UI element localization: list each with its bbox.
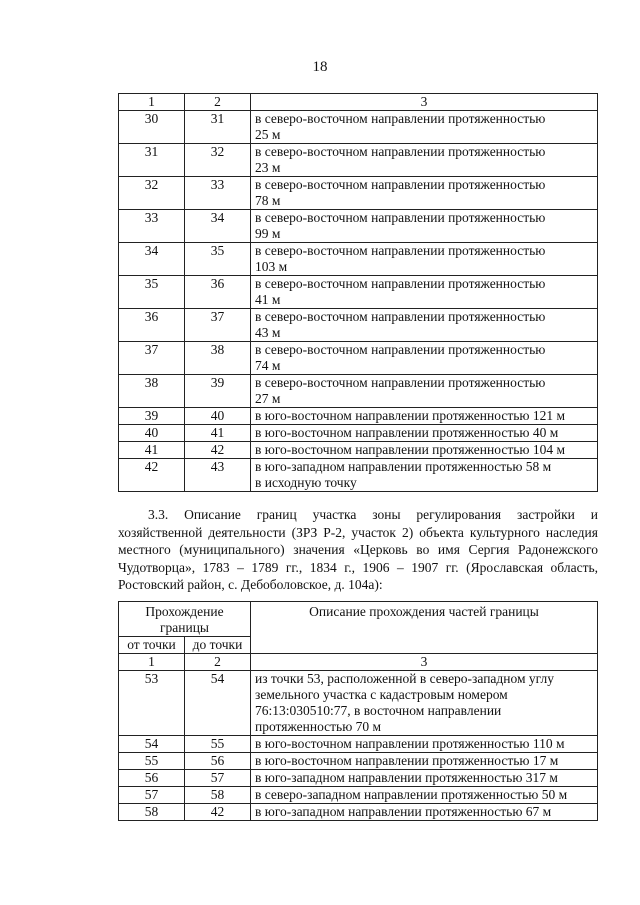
point-to-cell: 54 — [185, 671, 251, 736]
point-from-cell: 37 — [119, 342, 185, 375]
description-line: в северо-восточном направлении протяженностью — [255, 309, 546, 324]
table-body — [119, 111, 598, 492]
description-cell — [251, 144, 598, 177]
point-from-cell: 30 — [119, 111, 185, 144]
table-row — [119, 442, 598, 459]
description-cell — [251, 425, 598, 442]
description-cell — [251, 736, 598, 753]
point-to-cell: 40 — [185, 408, 251, 425]
table-row — [119, 276, 598, 309]
point-from-cell: 57 — [119, 787, 185, 804]
point-to-cell: 31 — [185, 111, 251, 144]
description-line: в северо-восточном направлении протяженностью — [255, 210, 546, 225]
description-cell — [251, 243, 598, 276]
description-line: 43 м — [255, 325, 281, 340]
description-line: в юго-западном направлении протяженностью 67 м — [255, 804, 552, 819]
point-to-cell: 42 — [185, 442, 251, 459]
table-number-row — [119, 654, 598, 671]
boundary-table-1 — [118, 93, 598, 492]
column-number: 1 — [119, 654, 185, 671]
description-line: в северо-восточном направлении протяженностью — [255, 276, 546, 291]
description-cell — [251, 671, 598, 736]
table-row — [119, 144, 598, 177]
description-cell — [251, 787, 598, 804]
table-row — [119, 243, 598, 276]
description-line: 78 м — [255, 193, 281, 208]
header-from-cell: от точки — [119, 637, 185, 654]
description-line: из точки 53, расположенной в северо-западном углу — [255, 671, 555, 686]
point-to-cell: 37 — [185, 309, 251, 342]
description-cell — [251, 276, 598, 309]
description-cell — [251, 111, 598, 144]
point-to-cell: 34 — [185, 210, 251, 243]
table-header-row — [119, 94, 598, 111]
table-row — [119, 787, 598, 804]
column-number: 3 — [251, 94, 598, 111]
description-line: в северо-восточном направлении протяженностью — [255, 144, 546, 159]
description-line: в юго-восточном направлении протяженностью 104 м — [255, 442, 565, 457]
point-to-cell: 39 — [185, 375, 251, 408]
description-line: 41 м — [255, 292, 281, 307]
point-from-cell: 40 — [119, 425, 185, 442]
table-row — [119, 309, 598, 342]
description-line: в северо-восточном направлении протяженностью — [255, 375, 546, 390]
point-from-cell: 32 — [119, 177, 185, 210]
column-number: 3 — [251, 654, 598, 671]
point-to-cell: 32 — [185, 144, 251, 177]
table-row — [119, 459, 598, 492]
point-from-cell: 55 — [119, 753, 185, 770]
point-from-cell: 36 — [119, 309, 185, 342]
description-cell — [251, 408, 598, 425]
point-to-cell: 35 — [185, 243, 251, 276]
description-cell — [251, 804, 598, 821]
point-to-cell: 38 — [185, 342, 251, 375]
point-from-cell: 53 — [119, 671, 185, 736]
point-from-cell: 35 — [119, 276, 185, 309]
description-line: 27 м — [255, 391, 281, 406]
point-from-cell: 58 — [119, 804, 185, 821]
description-line: в северо-восточном направлении протяженностью — [255, 111, 546, 126]
description-cell — [251, 309, 598, 342]
description-line: в юго-восточном направлении протяженностью 17 м — [255, 753, 559, 768]
point-to-cell: 55 — [185, 736, 251, 753]
description-cell — [251, 770, 598, 787]
description-line: в юго-восточном направлении протяженностью 40 м — [255, 425, 559, 440]
point-from-cell: 38 — [119, 375, 185, 408]
description-line: 103 м — [255, 259, 288, 274]
page-number: 18 — [312, 59, 328, 75]
description-line: 25 м — [255, 127, 281, 142]
point-to-cell: 42 — [185, 804, 251, 821]
description-cell — [251, 177, 598, 210]
description-line: протяженностью 70 м — [255, 719, 382, 734]
description-line: в северо-западном направлении протяженностью 50 м — [255, 787, 568, 802]
table-row — [119, 210, 598, 243]
column-number: 2 — [185, 654, 251, 671]
description-line: 76:13:030510:77, в восточном направлении — [255, 703, 502, 718]
description-cell — [251, 442, 598, 459]
description-line: 23 м — [255, 160, 281, 175]
table-row — [119, 342, 598, 375]
section-paragraph — [118, 506, 598, 594]
description-line: в северо-восточном направлении протяженностью — [255, 243, 546, 258]
description-cell — [251, 459, 598, 492]
point-from-cell: 54 — [119, 736, 185, 753]
description-line: в северо-восточном направлении протяженностью — [255, 342, 546, 357]
point-to-cell: 41 — [185, 425, 251, 442]
description-line: в юго-западном направлении протяженностью 58 м — [255, 459, 552, 474]
point-to-cell: 43 — [185, 459, 251, 492]
description-cell — [251, 753, 598, 770]
description-line: в юго-восточном направлении протяженностью 110 м — [255, 736, 565, 751]
point-from-cell: 31 — [119, 144, 185, 177]
header-description-cell: Описание прохождения частей границы — [251, 602, 598, 654]
description-cell — [251, 342, 598, 375]
description-line: в юго-западном направлении протяженностью 317 м — [255, 770, 558, 785]
table-row — [119, 804, 598, 821]
table-row — [119, 770, 598, 787]
section-text: 3.3. Описание границ участка зоны регулирования застройки и хозяйственной деятельности (ЗРЗ Р-2, участок 2) объекта культурного наследия местного (муниципального) значения «Церковь во имя Сергия Радонежского Чудотворца», 1783 – 1789 гг., 1834 г., 1906 – 1907 гг. (Ярославская область, Ростовский район, с. Дебоболовское, д. 104а): — [118, 507, 598, 592]
table-row — [119, 425, 598, 442]
description-cell — [251, 210, 598, 243]
description-line: в юго-восточном направлении протяженностью 121 м — [255, 408, 565, 423]
table-row — [119, 753, 598, 770]
point-to-cell: 33 — [185, 177, 251, 210]
table-body — [119, 671, 598, 821]
point-from-cell: 34 — [119, 243, 185, 276]
table-row — [119, 736, 598, 753]
table-header-row — [119, 602, 598, 637]
point-to-cell: 58 — [185, 787, 251, 804]
point-from-cell: 39 — [119, 408, 185, 425]
table-row — [119, 111, 598, 144]
table-row — [119, 375, 598, 408]
table-row — [119, 408, 598, 425]
point-from-cell: 41 — [119, 442, 185, 459]
point-to-cell: 36 — [185, 276, 251, 309]
point-to-cell: 57 — [185, 770, 251, 787]
table-row — [119, 671, 598, 736]
description-line: 99 м — [255, 226, 281, 241]
description-cell — [251, 375, 598, 408]
header-group-cell: Прохождение границы — [119, 602, 251, 637]
point-from-cell: 42 — [119, 459, 185, 492]
description-line: 74 м — [255, 358, 281, 373]
description-line: в северо-восточном направлении протяженностью — [255, 177, 546, 192]
column-number: 1 — [119, 94, 185, 111]
point-from-cell: 33 — [119, 210, 185, 243]
description-line: земельного участка с кадастровым номером — [255, 687, 508, 702]
point-from-cell: 56 — [119, 770, 185, 787]
boundary-table-2 — [118, 601, 598, 821]
header-to-cell: до точки — [185, 637, 251, 654]
point-to-cell: 56 — [185, 753, 251, 770]
table-row — [119, 177, 598, 210]
column-number: 2 — [185, 94, 251, 111]
description-line: в исходную точку — [255, 475, 357, 490]
